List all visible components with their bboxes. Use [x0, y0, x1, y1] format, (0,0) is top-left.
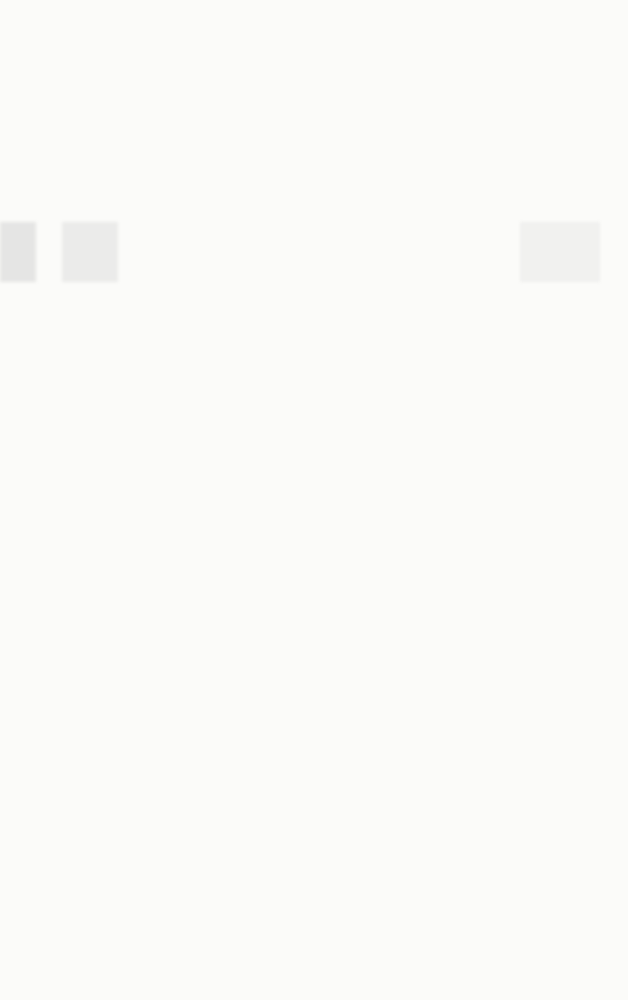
bleed-through-shadow: [0, 222, 628, 282]
